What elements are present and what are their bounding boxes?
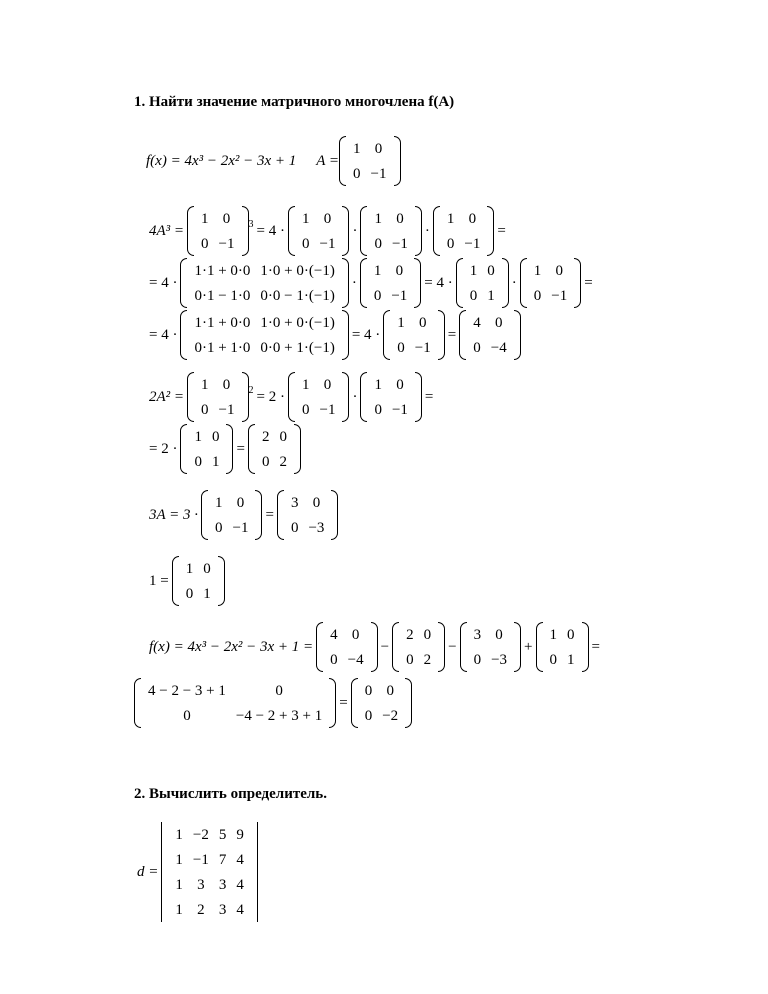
matrix-cell: 0 bbox=[555, 262, 563, 279]
equals: = bbox=[339, 695, 348, 711]
equals-four: = 4 · bbox=[351, 327, 381, 343]
matrix-a bbox=[187, 206, 248, 256]
matrix-a bbox=[201, 490, 262, 540]
matrix-cell: 0 bbox=[364, 682, 373, 699]
matrix-cell: 0 bbox=[567, 626, 575, 643]
final-lhs: f(x) = 4x³ − 2x² − 3x + 1 = bbox=[149, 639, 314, 655]
task2-heading: 2. Вычислить определитель. bbox=[134, 786, 327, 802]
matrix-cell: 0 bbox=[211, 428, 220, 445]
matrix-cell: 0 bbox=[419, 314, 427, 331]
matrix-cell: 0 bbox=[446, 235, 455, 252]
matrix-cell: 1 bbox=[175, 901, 183, 918]
sum-matrix bbox=[134, 678, 336, 728]
matrix-cell: 0 bbox=[353, 165, 361, 182]
matrix-a bbox=[288, 372, 349, 422]
matrix-cell: −1 bbox=[464, 235, 481, 252]
cube-result bbox=[459, 310, 520, 360]
product-step-2 bbox=[180, 310, 348, 360]
matrix-cell: −1 bbox=[232, 519, 249, 536]
matrix-cell: 0 bbox=[275, 682, 283, 699]
matrix-cell: 0 bbox=[351, 626, 360, 643]
matrix-cell: −1 bbox=[218, 235, 235, 252]
matrix-cell: 1 bbox=[185, 560, 194, 577]
determinant-matrix bbox=[161, 822, 257, 922]
matrix-cell: −1 bbox=[391, 287, 408, 304]
matrix-cell: 0 bbox=[185, 585, 194, 602]
square-line-2 bbox=[146, 424, 301, 474]
matrix-cell: 1·0 + 0·(−1) bbox=[260, 262, 335, 279]
equals-four: = 4 · bbox=[424, 275, 453, 291]
equals: = bbox=[424, 389, 434, 405]
matrix-cell: 0 bbox=[279, 428, 287, 445]
matrix-cell: 0·0 + 1·(−1) bbox=[260, 339, 335, 356]
matrix-cell: 1 bbox=[374, 376, 382, 393]
matrix-cell: 0 bbox=[194, 453, 202, 470]
matrix-cell: 4 bbox=[236, 876, 244, 893]
matrix-cell: 0 bbox=[290, 519, 299, 536]
determinant-label: d = bbox=[137, 864, 159, 880]
matrix-cell: 0·0 − 1·(−1) bbox=[260, 287, 335, 304]
matrix-cell: 5 bbox=[218, 826, 227, 843]
matrix-cell: 0 bbox=[261, 453, 270, 470]
square-intermediate bbox=[180, 424, 233, 474]
matrix-cell: 1 bbox=[194, 428, 202, 445]
matrix-cell: 2 bbox=[279, 453, 287, 470]
matrix-a bbox=[288, 206, 349, 256]
matrix-cell: 1 bbox=[567, 651, 575, 668]
matrix-cell: 0 bbox=[468, 210, 477, 227]
plus: + bbox=[524, 639, 533, 655]
matrix-cell: 0 bbox=[323, 376, 332, 393]
matrix-cell: 0 bbox=[222, 210, 231, 227]
dot: · bbox=[511, 275, 517, 291]
equals-two: = 2 · bbox=[256, 389, 285, 405]
equals-two: = 2 · bbox=[149, 441, 178, 457]
task1-heading: 1. Найти значение матричного многочлена f(A) bbox=[134, 94, 455, 110]
square-result bbox=[392, 622, 445, 672]
cube-line-2 bbox=[146, 258, 596, 308]
matrix-cell: 0 bbox=[374, 401, 382, 418]
matrix-a bbox=[187, 372, 248, 422]
matrix-a bbox=[360, 258, 421, 308]
matrix-cell: −1 bbox=[218, 401, 235, 418]
matrix-cell: 0 bbox=[396, 376, 404, 393]
matrix-cell: 1 bbox=[203, 585, 211, 602]
matrix-a bbox=[520, 258, 581, 308]
matrix-cell: 0 bbox=[533, 287, 542, 304]
equals: = bbox=[236, 441, 245, 457]
matrix-cell: −2 bbox=[382, 707, 399, 724]
matrix-cell: 3 bbox=[290, 494, 299, 511]
dot: · bbox=[352, 223, 358, 239]
matrix-cell: 3 bbox=[218, 901, 227, 918]
matrix-cell: 4 bbox=[330, 626, 338, 643]
matrix-cell: −2 bbox=[192, 826, 209, 843]
matrix-cell: 2 bbox=[406, 626, 414, 643]
matrix-cell: 0 bbox=[406, 651, 414, 668]
matrix-cell: 1 bbox=[549, 626, 557, 643]
matrix-cell: 0 bbox=[215, 519, 223, 536]
matrix-cell: 0 bbox=[473, 339, 481, 356]
square-line-1 bbox=[146, 372, 436, 422]
equals-four: = 4 · bbox=[149, 327, 178, 343]
constant-lhs: 1 = bbox=[149, 573, 169, 589]
matrix-cell: −3 bbox=[308, 519, 325, 536]
matrix-cell: 0·1 − 1·0 bbox=[194, 287, 251, 304]
matrix-cell: 1 bbox=[175, 851, 183, 868]
matrix-cell: −1 bbox=[370, 165, 387, 182]
matrix-cell: 0 bbox=[301, 401, 310, 418]
matrix-cell: 0 bbox=[396, 210, 404, 227]
matrix-cell: 1·0 + 0·(−1) bbox=[260, 314, 335, 331]
matrix-cell: 9 bbox=[236, 826, 244, 843]
matrix-a bbox=[360, 206, 421, 256]
matrix-cell: −1 bbox=[391, 401, 408, 418]
identity-matrix bbox=[172, 556, 225, 606]
linear-line bbox=[146, 490, 338, 540]
final-result bbox=[351, 678, 412, 728]
square-exponent: 2 bbox=[248, 385, 254, 396]
matrix-cell: 0 bbox=[364, 707, 373, 724]
determinant-line bbox=[134, 822, 258, 922]
matrix-cell: 1 bbox=[301, 376, 310, 393]
matrix-a-label: A = bbox=[316, 153, 340, 169]
equals-four: = 4 · bbox=[149, 275, 178, 291]
cube-lhs: 4A³ = bbox=[149, 223, 185, 239]
matrix-cell: −1 bbox=[319, 401, 336, 418]
matrix-cell: 1 bbox=[301, 210, 310, 227]
cube-exponent: 3 bbox=[248, 219, 254, 230]
matrix-cell: 2 bbox=[423, 651, 432, 668]
linear-result bbox=[460, 622, 521, 672]
equals: = bbox=[591, 639, 600, 655]
matrix-cell: −1 bbox=[391, 235, 408, 252]
matrix-cell: 4 bbox=[236, 901, 244, 918]
matrix-cell: 3 bbox=[473, 626, 482, 643]
matrix-cell: 0 bbox=[203, 560, 211, 577]
matrix-cell: 2 bbox=[261, 428, 270, 445]
linear-lhs: 3A = 3 · bbox=[149, 507, 199, 523]
matrix-a bbox=[383, 310, 444, 360]
matrix-cell: −3 bbox=[491, 651, 508, 668]
final-line-1 bbox=[146, 622, 603, 672]
matrix-cell: 1 bbox=[175, 876, 183, 893]
cube-line-3 bbox=[146, 310, 521, 360]
equals-four: = 4 · bbox=[256, 223, 285, 239]
dot: · bbox=[352, 389, 358, 405]
matrix-cell: 0 bbox=[301, 235, 310, 252]
matrix-cell: 1 bbox=[397, 314, 405, 331]
matrix-a bbox=[339, 136, 400, 186]
matrix-cell: 2 bbox=[197, 901, 205, 918]
polynomial-expression: f(x) = 4x³ − 2x² − 3x + 1 bbox=[146, 153, 297, 169]
matrix-cell: 7 bbox=[218, 851, 227, 868]
matrix-cell: 3 bbox=[197, 876, 205, 893]
cube-line-1 bbox=[146, 206, 509, 256]
minus: − bbox=[448, 639, 457, 655]
matrix-cell: 1 bbox=[201, 210, 209, 227]
constant-line bbox=[146, 556, 225, 606]
matrix-cell: 0 bbox=[201, 235, 209, 252]
matrix-cell: 0 bbox=[397, 339, 405, 356]
matrix-cell: −4 bbox=[490, 339, 507, 356]
matrix-cell: 0 bbox=[312, 494, 321, 511]
matrix-cell: 4 bbox=[473, 314, 481, 331]
square-lhs: 2A² = bbox=[149, 389, 185, 405]
matrix-cell: 1·1 + 0·0 bbox=[194, 262, 251, 279]
matrix-cell: −1 bbox=[414, 339, 431, 356]
matrix-cell: 0 bbox=[374, 140, 383, 157]
equals: = bbox=[265, 507, 274, 523]
matrix-cell: 0 bbox=[473, 651, 482, 668]
matrix-cell: 0 bbox=[386, 682, 394, 699]
matrix-cell: 1 bbox=[446, 210, 455, 227]
matrix-cell: −4 − 2 + 3 + 1 bbox=[235, 707, 323, 724]
linear-result bbox=[277, 490, 338, 540]
matrix-cell: −4 bbox=[347, 651, 364, 668]
matrix-cell: −1 bbox=[551, 287, 568, 304]
matrix-cell: 1 bbox=[373, 262, 382, 279]
product-step-1 bbox=[180, 258, 348, 308]
matrix-cell: 4 − 2 − 3 + 1 bbox=[148, 682, 226, 699]
matrix-cell: 0 bbox=[222, 376, 231, 393]
dot: · bbox=[351, 275, 357, 291]
equals: = bbox=[584, 275, 593, 291]
equals: = bbox=[447, 327, 457, 343]
matrix-cell: 0 bbox=[374, 235, 382, 252]
matrix-cell: 1 bbox=[487, 287, 495, 304]
dot: · bbox=[424, 223, 430, 239]
matrix-cell: 0 bbox=[395, 262, 404, 279]
matrix-cell: 0 bbox=[201, 401, 209, 418]
identity-matrix bbox=[536, 622, 589, 672]
matrix-cell: 1 bbox=[533, 262, 542, 279]
matrix-cell: 0 bbox=[323, 210, 332, 227]
matrix-cell: −1 bbox=[192, 851, 209, 868]
matrix-cell: 0 bbox=[423, 626, 432, 643]
matrix-cell: 1 bbox=[215, 494, 223, 511]
matrix-cell: 0 bbox=[469, 287, 478, 304]
matrix-cell: 0 bbox=[373, 287, 382, 304]
matrix-cell: 0 bbox=[549, 651, 557, 668]
matrix-cell: 0 bbox=[236, 494, 245, 511]
matrix-cell: 3 bbox=[218, 876, 227, 893]
square-result bbox=[248, 424, 301, 474]
matrix-cell: 0 bbox=[487, 262, 495, 279]
cube-result bbox=[316, 622, 377, 672]
matrix-cell: 4 bbox=[236, 851, 244, 868]
matrix-cell: 1 bbox=[353, 140, 361, 157]
matrix-cell: 1 bbox=[469, 262, 478, 279]
matrix-a bbox=[433, 206, 494, 256]
matrix-cell: 0 bbox=[495, 626, 503, 643]
matrix-cell: 0·1 + 1·0 bbox=[194, 339, 251, 356]
identity-matrix bbox=[456, 258, 509, 308]
matrix-a bbox=[360, 372, 421, 422]
equals: = bbox=[497, 223, 506, 239]
matrix-cell: 1 bbox=[374, 210, 382, 227]
polynomial-definition bbox=[146, 136, 401, 186]
matrix-cell: 1 bbox=[175, 826, 183, 843]
matrix-cell: 1·1 + 0·0 bbox=[194, 314, 251, 331]
matrix-cell: 1 bbox=[211, 453, 220, 470]
matrix-cell: 0 bbox=[330, 651, 338, 668]
matrix-cell: 0 bbox=[183, 707, 191, 724]
final-line-2 bbox=[134, 678, 412, 728]
matrix-cell: −1 bbox=[319, 235, 336, 252]
minus: − bbox=[380, 639, 390, 655]
matrix-cell: 1 bbox=[201, 376, 209, 393]
matrix-cell: 0 bbox=[494, 314, 503, 331]
